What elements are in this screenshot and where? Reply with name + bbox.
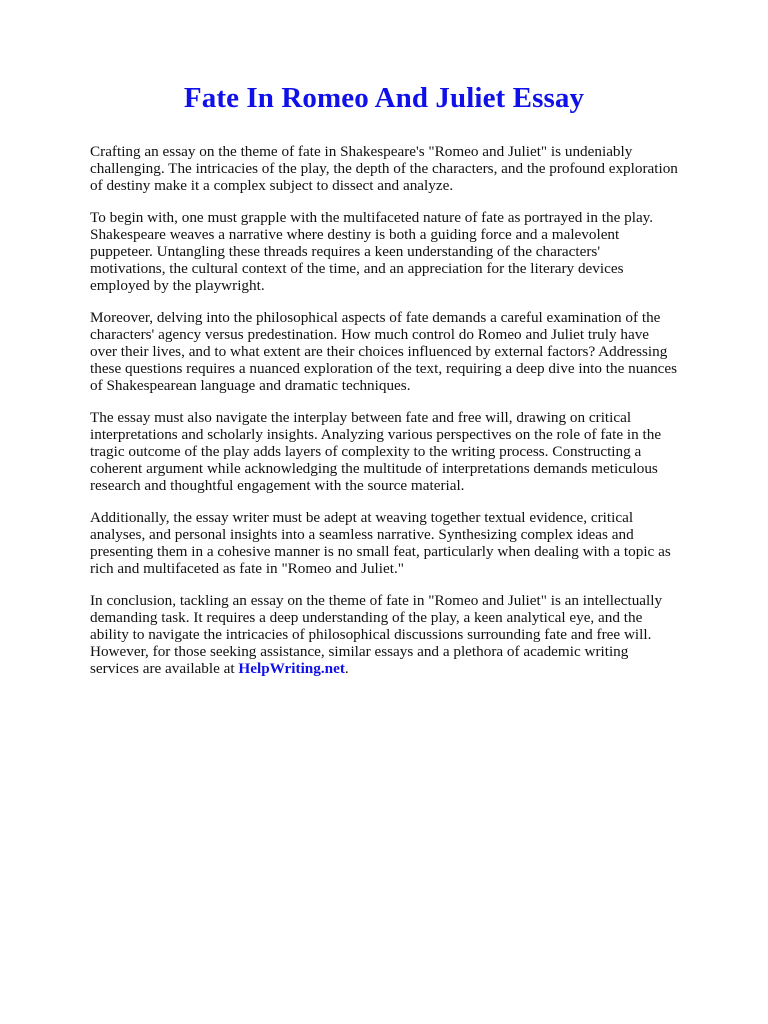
paragraph-multifaceted-fate: To begin with, one must grapple with the multifaceted nature of fate as portrayed in the play. Shakespeare weaves a narrative where destiny is both a guiding force and a malevolent puppeteer. Untangling these threads requires a keen understanding of the characters' motivations, the cultural context of the time, and an appreciation for the literary devices employed by the playwright. [90, 209, 654, 294]
paragraph-conclusion [90, 592, 678, 677]
paragraph-philosophical-aspects: Moreover, delving into the philosophical aspects of fate demands a careful examination of the characters' agency versus predestination. How much control do Romeo and Juliet truly have over their lives, and to what extent are their choices influenced by external factors? Addressing these questions requires a nuanced exploration of the text, requiring a deep dive into the nuances of Shakespearean language and dramatic techniques. [90, 309, 678, 394]
conclusion-text: In conclusion, tackling an essay on the theme of fate in "Romeo and Juliet" is an intellectually demanding task. It requires a deep understanding of the play, a keen analytical eye, and the ability to navigate the intricacies of philosophical discussions surrounding fate and free will. However, for those seeking assistance, similar essays and a plethora of academic writing services are available at [90, 592, 663, 677]
page-title: Fate In Romeo And Juliet Essay [183, 82, 585, 114]
conclusion-period: . [344, 660, 349, 677]
paragraph-fate-free-will: The essay must also navigate the interplay between fate and free will, drawing on critical interpretations and scholarly insights. Analyzing various perspectives on the role of fate in the tragic outcome of the play adds layers of complexity to the writing process. Constructing a coherent argument while acknowledging the multitude of interpretations demands meticulous research and thoughtful engagement with the source material. [90, 409, 662, 494]
paragraph-synthesis: Additionally, the essay writer must be adept at weaving together textual evidence, critical analyses, and personal insights into a seamless narrative. Synthesizing complex ideas and presenting them in a cohesive manner is no small feat, particularly when dealing with a topic as rich and multifaceted as fate in "Romeo and Juliet." [90, 509, 671, 577]
paragraph-intro: Crafting an essay on the theme of fate in Shakespeare's "Romeo and Juliet" is undeniably challenging. The intricacies of the play, the depth of the characters, and the profound exploration of destiny make it a complex subject to dissect and analyze. [90, 143, 678, 194]
helpwriting-link[interactable]: HelpWriting.net [238, 660, 345, 677]
